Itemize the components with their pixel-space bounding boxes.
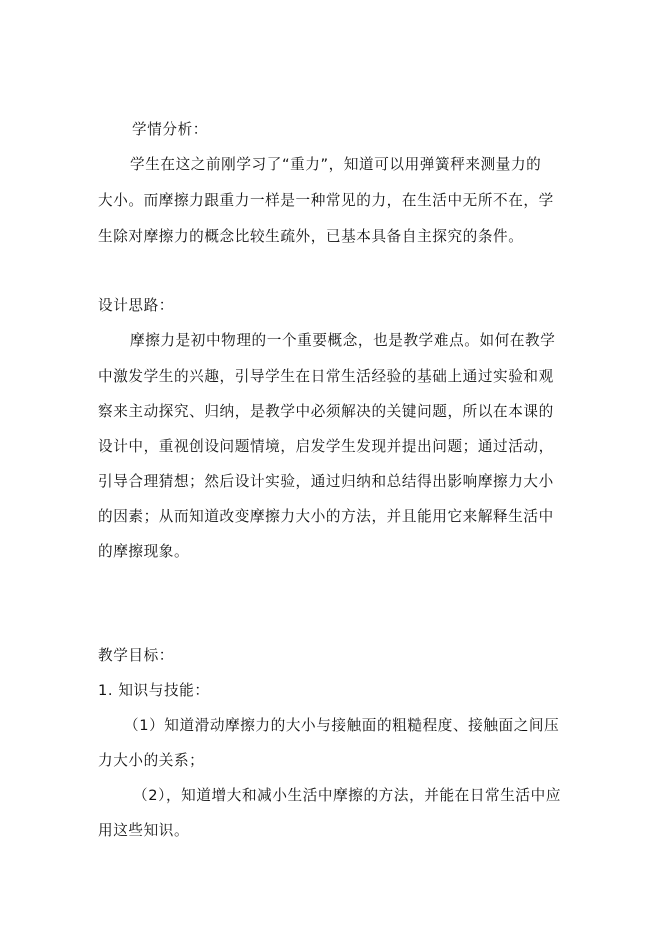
paragraph-line: 的因素；从而知道改变摩擦力大小的方法，并且能用它来解释生活中 [98,508,554,525]
paragraph-line: 生除对摩擦力的概念比较生疏外，已基本具备自主探究的条件。 [98,228,524,245]
paragraph-line: 引导合理猜想；然后设计实验，通过归纳和总结得出影响摩擦力大小 [98,473,554,490]
paragraph-line: 的摩擦现象。 [98,543,190,560]
paragraph-line: 中激发学生的兴趣，引导学生在日常生活经验的基础上通过实验和观 [98,368,554,385]
sub-heading-knowledge-skills: 1. 知识与技能： [98,682,210,699]
section-heading-mubiao: 教学目标： [98,647,174,664]
paragraph-line: 学生在这之前刚学习了“重力”，知道可以用弹簧秤来测量力的 [130,156,542,173]
list-item-line: 力大小的关系； [98,752,205,769]
paragraph-line: 大小。而摩擦力跟重力一样是一种常见的力，在生活中无所不在，学 [98,192,554,209]
section-heading-xueqing: 学情分析： [132,121,208,138]
section-heading-sheji: 设计思路： [98,297,174,314]
paragraph-line: 察来主动探究、归纳，是教学中必须解决的关键问题，所以在本课的 [98,403,554,420]
list-item-line: （1）知道滑动摩擦力的大小与接触面的粗糙程度、接触面之间压 [124,717,560,734]
paragraph-line: 摩擦力是初中物理的一个重要概念，也是教学难点。如何在教学 [130,332,556,349]
paragraph-line: 设计中，重视创设问题情境，启发学生发现并提出问题；通过活动， [98,438,554,455]
list-item-line: 用这些知识。 [98,822,190,839]
list-item-line: （2），知道增大和减小生活中摩擦的方法，并能在日常生活中应 [133,787,562,804]
